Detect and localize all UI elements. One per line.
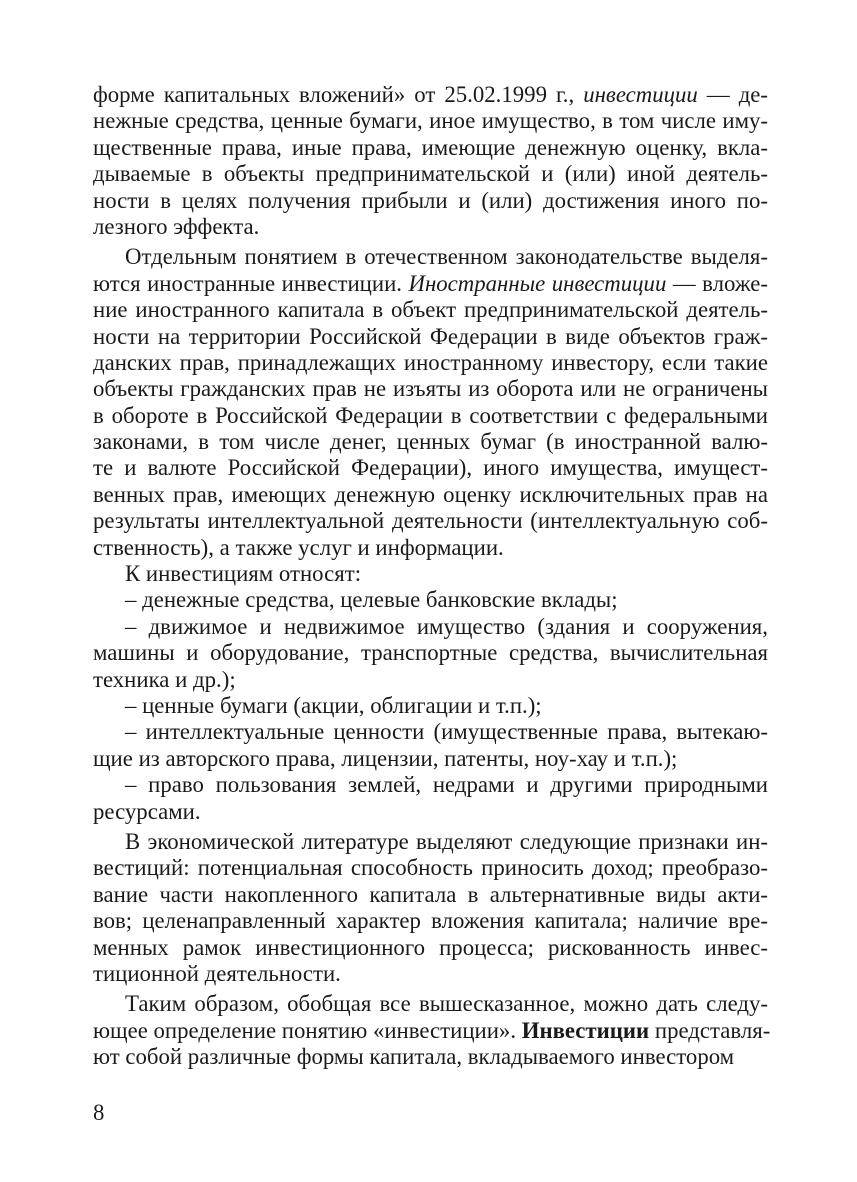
text-line xyxy=(93,799,768,825)
text-run: вание части накопленного капитала в альтернативные виды акти- xyxy=(93,881,768,907)
text-run: вестиций: потенциальная способность приносить доход; преобразо- xyxy=(93,855,768,881)
text-run: тиционной деятельности. xyxy=(93,960,341,986)
text-line xyxy=(93,135,768,161)
text-line xyxy=(93,935,768,961)
text-run: ности на территории Российской Федерации в виде объектов граж- xyxy=(93,323,768,349)
text-line xyxy=(93,82,768,108)
text-run: объекты гражданских прав не изъяты из оборота или не ограничены xyxy=(93,376,768,402)
text-run: форме капитальных вложений» от 25.02.1999 г., xyxy=(93,82,584,107)
text-run: представля- xyxy=(649,1017,771,1043)
paragraph xyxy=(93,561,768,587)
paragraph xyxy=(93,82,768,240)
text-run: машины и оборудование, транспортные средства, вычислительная xyxy=(93,640,768,666)
text-run: ют собой различные формы капитала, вкладываемого инвестором xyxy=(93,1044,735,1070)
text-run: вов; целенаправленный характер вложения капитала; наличие вре- xyxy=(93,908,768,934)
text-run: ющее определение понятию «инвестиции». xyxy=(93,1017,522,1043)
text-line xyxy=(93,161,768,187)
text-line xyxy=(93,271,768,297)
text-run: в обороте в Российской Федерации в соответствии с федеральными xyxy=(93,402,768,428)
text-run: ности в целях получения прибыли и (или) достижения иного по- xyxy=(93,187,768,213)
italic-term: Иностранные инвестиции xyxy=(408,270,667,296)
text-line xyxy=(93,614,768,640)
text-line xyxy=(93,746,768,772)
text-run: В экономической литературе выделяют следующие признаки ин- xyxy=(125,828,768,854)
text-line xyxy=(93,991,768,1017)
text-run: данских прав, принадлежащих иностранному инвестору, если такие xyxy=(93,349,768,375)
text-run: ресурсами. xyxy=(93,798,201,824)
text-run: ние иностранного капитала в объект предпринимательской деятель- xyxy=(93,297,768,323)
paragraph xyxy=(93,693,768,719)
text-run: щественные права, иные права, имеющие денежную оценку, вкла- xyxy=(93,134,768,160)
text-line xyxy=(93,1017,771,1044)
italic-term: инвестиции xyxy=(583,82,698,107)
text-run: менных рамок инвестиционного процесса; рискованность инвес- xyxy=(93,934,768,960)
text-run: нежные средства, ценные бумаги, иное имущество, в том числе иму- xyxy=(93,108,768,134)
text-run: Таким образом, обобщая все вышесказанное, можно дать следу- xyxy=(125,991,768,1017)
text-line xyxy=(93,1044,768,1070)
text-line xyxy=(93,772,768,798)
text-run: – денежные средства, целевые банковские вклады; xyxy=(125,587,618,613)
text-run: результаты интеллектуальной деятельности (интеллектуальную соб- xyxy=(93,508,768,534)
text-line xyxy=(93,908,768,934)
text-line xyxy=(93,693,768,719)
text-line xyxy=(93,297,768,323)
text-line xyxy=(93,108,768,134)
text-line xyxy=(93,855,768,881)
page-body xyxy=(93,82,771,1070)
text-line xyxy=(93,350,768,376)
text-line xyxy=(93,719,768,745)
text-run: дываемые в объекты предпринимательской и (или) иной деятель- xyxy=(93,161,768,187)
text-line xyxy=(93,882,768,908)
text-run: Отдельным понятием в отечественном законодательстве выделя- xyxy=(125,244,768,270)
text-run: — вложе- xyxy=(666,270,768,296)
paragraph xyxy=(93,587,768,613)
text-run: ственность), а также услуг и информации. xyxy=(93,534,504,560)
text-line xyxy=(93,214,768,240)
paragraph xyxy=(93,614,768,693)
text-run: – движимое и недвижимое имущество (здания и сооружения, xyxy=(125,613,768,639)
text-line xyxy=(93,829,768,855)
text-line xyxy=(93,587,768,613)
text-run: К инвестициям относят: xyxy=(125,561,362,587)
text-run: ются иностранные инвестиции. xyxy=(93,270,409,296)
text-run: – ценные бумаги (акции, облигации и т.п.); xyxy=(125,692,542,718)
text-run: — де- xyxy=(697,82,768,107)
text-line xyxy=(93,376,768,402)
text-run: лезного эффекта. xyxy=(93,213,260,239)
text-run: венных прав, имеющих денежную оценку исключительных прав на xyxy=(93,481,768,507)
text-line xyxy=(93,535,768,561)
bold-term: Инвестиции xyxy=(521,1017,650,1043)
text-run: законами, в том числе денег, ценных бумаг (в иностранной валю- xyxy=(93,429,768,455)
text-run: щие из авторского права, лицензии, патенты, ноу-хау и т.п.); xyxy=(93,745,678,771)
text-line xyxy=(93,403,768,429)
text-run: техника и др.); xyxy=(93,666,236,692)
text-line xyxy=(93,482,768,508)
text-line xyxy=(93,429,768,455)
text-line xyxy=(93,640,768,666)
paragraph xyxy=(93,772,768,825)
text-line xyxy=(93,455,768,481)
text-run: – право пользования землей, недрами и другими природными xyxy=(125,772,768,798)
text-line xyxy=(93,244,768,270)
text-run: те и валюте Российской Федерации), иного имущества, имущест- xyxy=(93,455,768,481)
text-line xyxy=(93,961,768,987)
text-run: – интеллектуальные ценности (имущественные права, вытекаю- xyxy=(125,719,768,745)
page-number: 8 xyxy=(93,1100,105,1125)
text-line xyxy=(93,667,768,693)
text-line xyxy=(93,324,768,350)
paragraph xyxy=(93,719,768,772)
paragraph xyxy=(93,829,768,987)
paragraph xyxy=(93,244,768,561)
paragraph xyxy=(93,991,771,1070)
text-line xyxy=(93,188,768,214)
text-line xyxy=(93,508,768,534)
text-line xyxy=(93,561,768,587)
